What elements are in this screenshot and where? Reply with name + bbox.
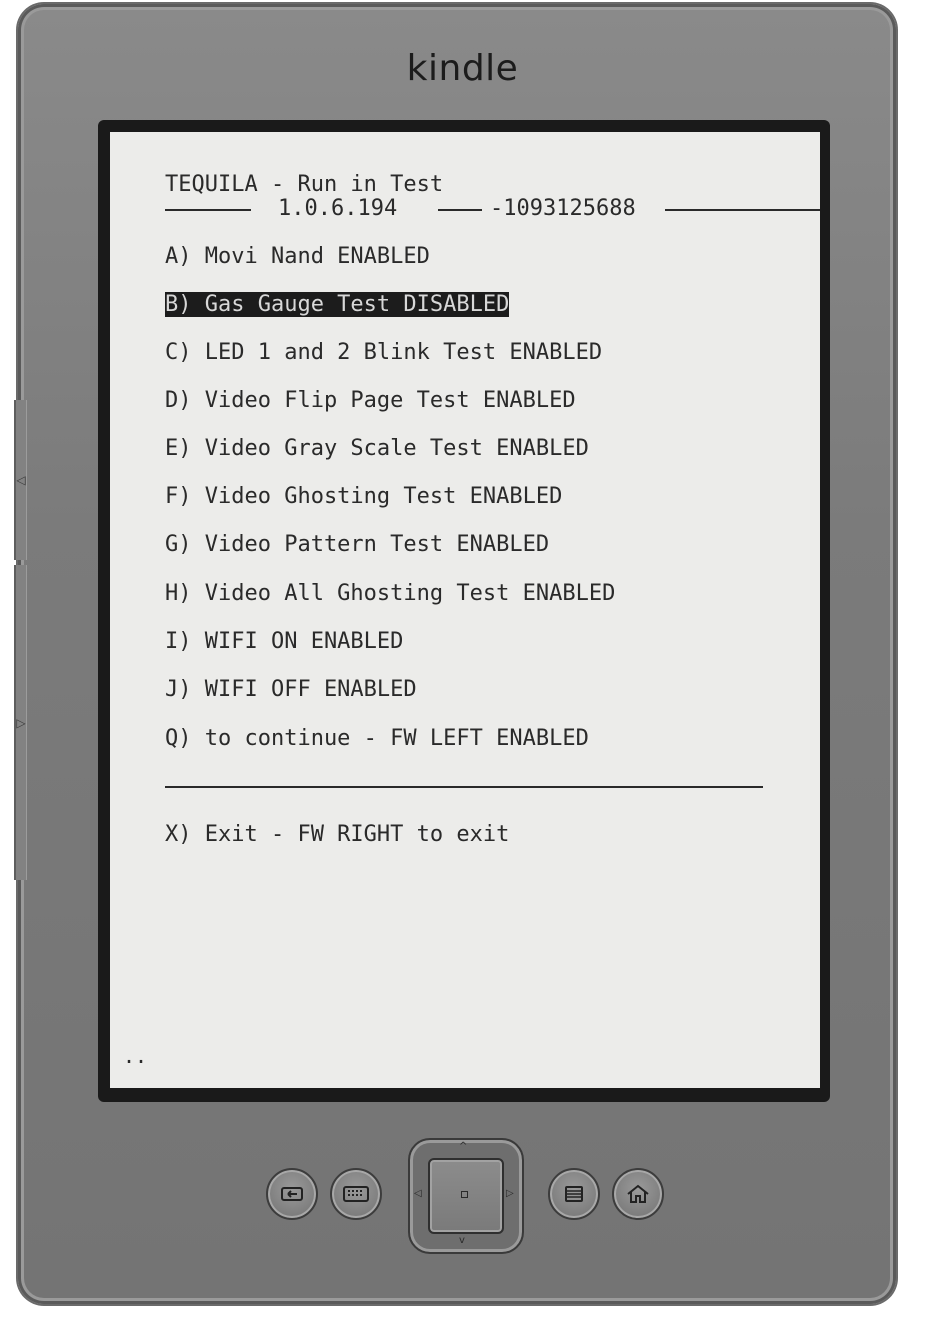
serial-label: -1093125688 [490,196,636,221]
menu-item-b-label: B) Gas Gauge Test DISABLED [165,292,510,317]
side-next-arrow-icon: ▷ [16,715,26,730]
dpad-right-arrow-icon[interactable]: ▷ [506,1188,514,1199]
menu-item-b-selected[interactable] [165,292,509,318]
home-button[interactable] [612,1168,664,1220]
keyboard-icon [342,1184,370,1204]
prompt-dots: .. [123,1044,148,1068]
header-rule-left [165,209,251,211]
back-arrow-icon [279,1183,305,1205]
side-next-page-button[interactable] [14,565,27,880]
menu-button[interactable] [548,1168,600,1220]
dpad-left-arrow-icon[interactable]: ◁ [414,1188,422,1199]
menu-item-f[interactable]: F) Video Ghosting Test ENABLED [165,484,563,509]
menu-item-g[interactable]: G) Video Pattern Test ENABLED [165,532,550,557]
menu-item-c[interactable]: C) LED 1 and 2 Blink Test ENABLED [165,340,603,365]
menu-divider [165,786,763,788]
side-prev-arrow-icon: ◁ [16,473,26,487]
menu-item-j[interactable]: J) WIFI OFF ENABLED [165,677,417,702]
version-label: 1.0.6.194 [278,196,398,221]
kindle-logo: kindle [406,48,519,89]
menu-item-q[interactable]: Q) to continue - FW LEFT ENABLED [165,726,589,751]
dpad-up-arrow-icon[interactable]: ^ [459,1141,468,1152]
menu-item-a[interactable]: A) Movi Nand ENABLED [165,244,430,269]
exit-item[interactable]: X) Exit - FW RIGHT to exit [165,822,510,847]
home-icon [625,1183,651,1205]
dpad-down-arrow-icon[interactable]: v [459,1235,465,1246]
select-center-dot [461,1191,468,1198]
side-prev-page-button[interactable] [14,400,27,560]
header-rule-right [665,209,820,211]
keyboard-button[interactable] [330,1168,382,1220]
menu-item-d[interactable]: D) Video Flip Page Test ENABLED [165,388,576,413]
hardware-button-row [0,1138,925,1250]
back-button[interactable] [266,1168,318,1220]
screen-title: TEQUILA - Run in Test [165,172,444,197]
menu-item-h[interactable]: H) Video All Ghosting Test ENABLED [165,581,616,606]
menu-item-e[interactable]: E) Video Gray Scale Test ENABLED [165,436,589,461]
eink-screen [110,132,820,1088]
menu-item-i[interactable]: I) WIFI ON ENABLED [165,629,404,654]
header-rule-middle [438,209,482,211]
menu-lines-icon [562,1184,586,1204]
